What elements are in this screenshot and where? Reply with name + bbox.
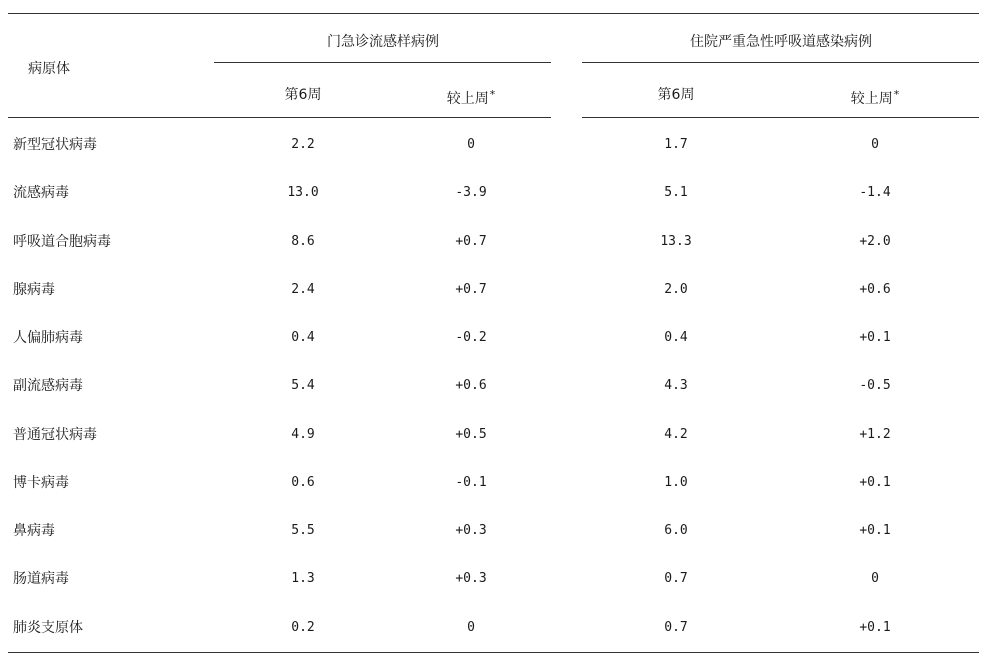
inpatient-week-value: 4.2 xyxy=(664,427,688,442)
pathogen-name: 呼吸道合胞病毒 xyxy=(13,234,111,250)
header-bottom-rule-right xyxy=(582,117,979,118)
inpatient-week-value: 1.0 xyxy=(664,475,688,490)
outpatient-change-value: 0 xyxy=(467,137,475,152)
inpatient-change-value: +2.0 xyxy=(859,234,891,249)
pathogen-name: 肠道病毒 xyxy=(13,571,69,587)
outpatient-change-value: +0.3 xyxy=(455,571,487,586)
outpatient-change-value: -0.2 xyxy=(455,330,487,345)
pathogen-name: 博卡病毒 xyxy=(13,475,69,491)
outpatient-change-value: +0.6 xyxy=(455,378,487,393)
outpatient-week-value: 0.6 xyxy=(291,475,315,490)
inpatient-week-value: 6.0 xyxy=(664,523,688,538)
inpatient-change-value: -0.5 xyxy=(859,378,891,393)
inpatient-week-value: 0.4 xyxy=(664,330,688,345)
outpatient-week-value: 4.9 xyxy=(291,427,315,442)
pathogen-name: 人偏肺病毒 xyxy=(13,330,83,346)
outpatient-change-value: 0 xyxy=(467,620,475,635)
outpatient-week-value: 5.5 xyxy=(291,523,315,538)
inpatient-week-value: 0.7 xyxy=(664,571,688,586)
outpatient-week-value: 5.4 xyxy=(291,378,315,393)
inpatient-change-value: 0 xyxy=(871,137,879,152)
outpatient-week-value: 8.6 xyxy=(291,234,315,249)
inpatient-week-value: 2.0 xyxy=(664,282,688,297)
outpatient-change-value: -3.9 xyxy=(455,185,487,200)
outpatient-week-value: 0.4 xyxy=(291,330,315,345)
footnote-mark: * xyxy=(489,88,496,101)
outpatient-change-value: +0.3 xyxy=(455,523,487,538)
pathogen-name: 腺病毒 xyxy=(13,282,55,298)
outpatient-change-value: +0.5 xyxy=(455,427,487,442)
inpatient-group-rule xyxy=(582,62,979,63)
outpatient-group-header: 门急诊流感样病例 xyxy=(327,34,439,50)
inpatient-week-value: 1.7 xyxy=(664,137,688,152)
header-bottom-rule-left xyxy=(8,117,551,118)
inpatient-group-header: 住院严重急性呼吸道感染病例 xyxy=(690,34,872,50)
outpatient-week-value: 2.2 xyxy=(291,137,315,152)
outpatient-week-value: 0.2 xyxy=(291,620,315,635)
inpatient-change-value: +0.1 xyxy=(859,620,891,635)
inpatient-change-value: +1.2 xyxy=(859,427,891,442)
pathogen-name: 新型冠状病毒 xyxy=(13,137,97,153)
inpatient-change-value: -1.4 xyxy=(859,185,891,200)
pathogen-header: 病原体 xyxy=(28,61,70,77)
change-header-label: 较上周 xyxy=(446,91,489,107)
outpatient-change-value: -0.1 xyxy=(455,475,487,490)
footnote-mark: * xyxy=(893,88,900,101)
table-bottom-rule xyxy=(8,652,979,653)
outpatient-change-value: +0.7 xyxy=(455,234,487,249)
pathogen-name: 肺炎支原体 xyxy=(13,620,83,636)
outpatient-change-header xyxy=(447,86,496,108)
inpatient-change-value: +0.1 xyxy=(859,475,891,490)
table-top-rule xyxy=(8,13,979,14)
pathogen-name: 流感病毒 xyxy=(13,185,69,201)
outpatient-week-value: 13.0 xyxy=(287,185,319,200)
outpatient-week-value: 1.3 xyxy=(291,571,315,586)
inpatient-change-value: +0.1 xyxy=(859,523,891,538)
inpatient-week-value: 0.7 xyxy=(664,620,688,635)
outpatient-change-value: +0.7 xyxy=(455,282,487,297)
inpatient-change-header xyxy=(851,86,900,108)
outpatient-week-header: 第6周 xyxy=(284,87,322,103)
inpatient-change-value: 0 xyxy=(871,571,879,586)
change-header-label: 较上周 xyxy=(850,91,893,107)
inpatient-change-value: +0.1 xyxy=(859,330,891,345)
inpatient-change-value: +0.6 xyxy=(859,282,891,297)
inpatient-week-value: 4.3 xyxy=(664,378,688,393)
pathogen-name: 鼻病毒 xyxy=(13,523,55,539)
inpatient-week-value: 13.3 xyxy=(660,234,692,249)
outpatient-week-value: 2.4 xyxy=(291,282,315,297)
inpatient-week-header: 第6周 xyxy=(657,87,695,103)
pathogen-name: 普通冠状病毒 xyxy=(13,427,97,443)
outpatient-group-rule xyxy=(214,62,551,63)
inpatient-week-value: 5.1 xyxy=(664,185,688,200)
pathogen-name: 副流感病毒 xyxy=(13,378,83,394)
